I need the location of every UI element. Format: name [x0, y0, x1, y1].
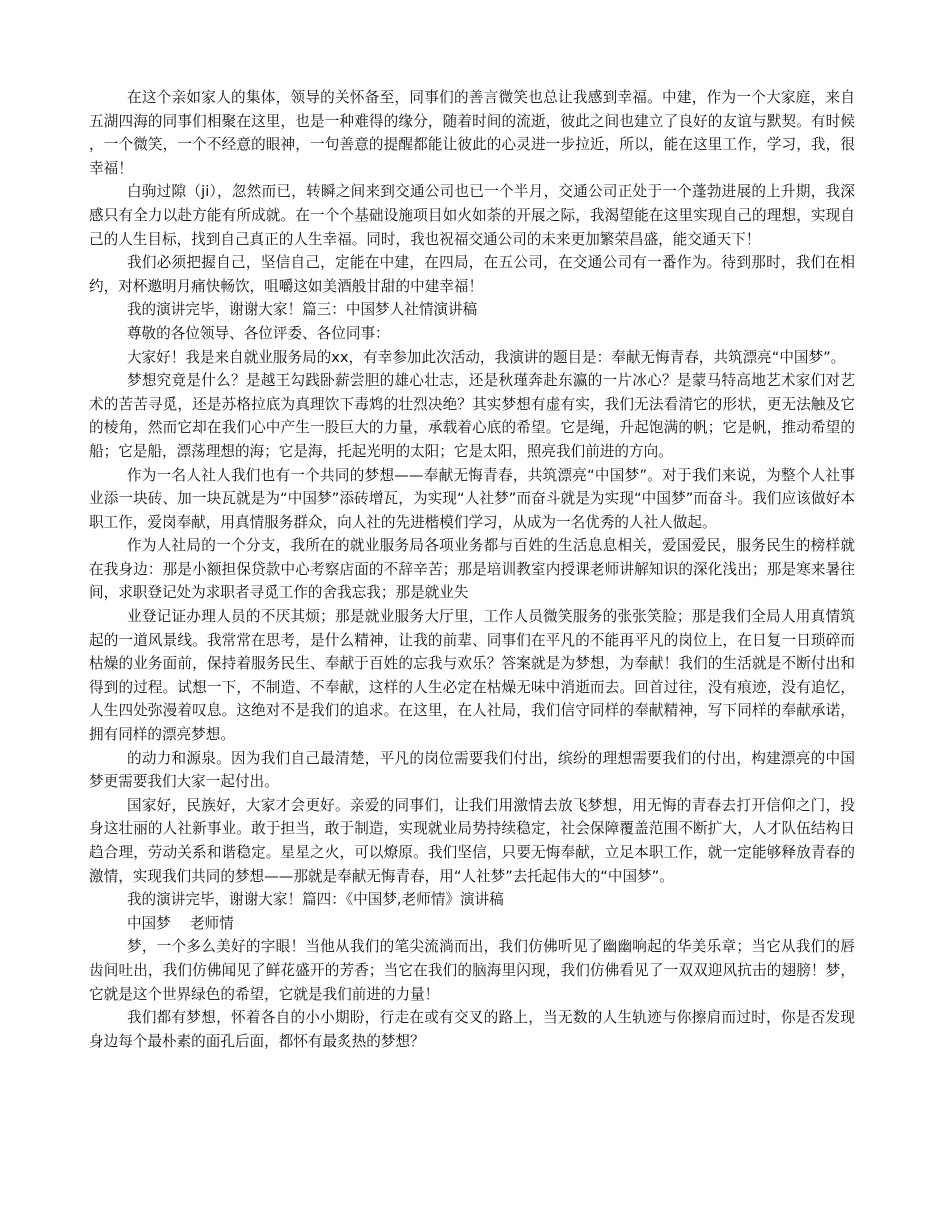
paragraph: 国家好，民族好，大家才会更好。亲爱的同事们，让我们用激情去放飞梦想，用无悔的青春去打开信仰之门，投身这壮丽的人社新事业。敢于担当，敢于制造，实现就业局势持续稳定，社会保障覆盖范围不断扩大，人才队伍结构日趋合理，劳动关系和谐稳定。星星之火，可以燎原。我们坚信，只要无悔奉献，立足本职工作，就一定能够释放青春的激情，实现我们共同的梦想——那就是奉献无悔青春，用“人社梦”去托起伟大的“中国梦”。: [89, 796, 855, 885]
paragraph: 梦想究竟是什么？是越王勾践卧薪尝胆的雄心壮志，还是秋瑾奔赴东瀛的一片冰心？是蒙马特高地艺术家们对艺术的苦苦寻觅，还是苏格拉底为真理饮下毒鸩的壮烈决绝？其实梦想有虚有实，我们无法看清它的形状，更无法触及它的棱角，然而它却在我们心中产生一股巨大的力量，承载着心底的希望。它是绳，升起饱满的帆；它是帆，推动希望的船；它是船，漂荡理想的海；它是海，托起光明的太阳；它是太阳，照亮我们前进的方向。: [89, 372, 855, 460]
paragraph: 作为一名人社人我们也有一个共同的梦想——奉献无悔青春，共筑漂亮“中国梦”。对于我们来说，为整个人社事业添一块砖、加一块瓦就是为“中国梦”添砖增瓦，为实现“人社梦”而奋斗就是为实现“中国梦”而奋斗。我们应该做好本职工作，爱岗奉献，用真情服务群众，向人社的先进楷模们学习，从成为一名优秀的人社人做起。: [89, 466, 855, 531]
paragraph: 我们都有梦想，怀着各自的小小期盼，行走在或有交叉的路上，当无数的人生轨迹与你擦肩而过时，你是否发现身边每个最朴素的面孔后面，都怀有最炙热的梦想？: [89, 1009, 855, 1050]
paragraph: 尊敬的各位领导、各位评委、各位同事：: [126, 324, 390, 342]
document-body: [89, 86, 855, 1053]
paragraph: 的动力和源泉。因为我们自己最清楚，平凡的岗位需要我们付出，缤纷的理想需要我们的付出，构建漂亮的中国梦更需要我们大家一起付出。: [89, 749, 855, 791]
paragraph: 在这个亲如家人的集体，领导的关怀备至，同事们的善言微笑也总让我感到幸福。中建，作为一个大家庭，来自五湖四海的同事们相聚在这里，也是一种难得的缘分，随着时间的流逝，彼此之间也建立了良好的友谊与默契。有时候，一个微笑，一个不经意的眼神，一句善意的提醒都能让彼此的心灵进一步拉近，所以，能在这里工作，学习，我，很幸福！: [89, 89, 855, 177]
paragraph: 作为人社局的一个分支，我所在的就业服务局各项业务都与百姓的生活息息相关，爱国爱民，服务民生的榜样就在我身边：那是小额担保贷款中心考察店面的不辞辛苦；那是培训教室内授课老师讲解知识的深化浅出；那是寒来暑往间，求职登记处为求职者寻觅工作的舍我忘我；那是就业失: [89, 537, 855, 602]
paragraph: 白驹过隙（ji），忽然而已，转瞬之间来到交通公司也已一个半月，交通公司正处于一个蓬勃进展的上升期，我深感只有全力以赴方能有所成就。在一个个基础设施项目如火如荼的开展之际，我渴望能在这里实现自己的理想，实现自己的人生目标，找到自己真正的人生幸福。同时，我也祝福交通公司的未来更加繁荣昌盛，能交通天下！: [89, 183, 855, 248]
paragraph: 业登记证办理人员的不厌其烦；那是就业服务大厅里，工作人员微笑服务的张张笑脸；那是我们全局人用真情筑起的一道风景线。我常常在思考，是什么精神，让我的前辈、同事们在平凡的不能再平凡的岗位上，在日复一日琐碎而枯燥的业务面前，保持着服务民生、奉献于百姓的忘我与欢乐？答案就是为梦想，为奉献！我们的生活就是不断付出和得到的过程。试想一下，不制造、不奉献，这样的人生必定在枯燥无味中消逝而去。回首过往，没有痕迹，没有追忆，人生四处弥漫着叹息。这绝对不是我们的追求。在这里，在人社局，我们信守同样的奉献精神，写下同样的奉献承诺，拥有同样的漂亮梦想。: [89, 608, 855, 744]
paragraph: 梦，一个多么美好的字眼！当他从我们的笔尖流淌而出，我们仿佛听见了幽幽响起的华美乐章；当它从我们的唇齿间吐出，我们仿佛闻见了鲜花盛开的芳香；当它在我们的脑海里闪现，我们仿佛看见了一双双迎风抗击的翅膀！梦，它就是这个世界绿色的希望，它就是我们前进的力量！: [89, 938, 855, 1003]
paragraph: 我们必须把握自己，坚信自己，定能在中建，在四局，在五公司，在交通公司有一番作为。待到那时，我们在相约，对杯邀明月痛快畅饮，咀嚼这如美酒般甘甜的中建幸福！: [89, 254, 855, 295]
paragraph: 大家好！我是来自就业服务局的xx，有幸参加此次活动，我演讲的题目是：奉献无悔青春，共筑漂亮“中国梦”。: [126, 348, 846, 366]
paragraph: 我的演讲完毕，谢谢大家！篇四：《中国梦,老师情》演讲稿: [126, 891, 504, 909]
paragraph: 我的演讲完毕，谢谢大家！篇三：中国梦人社情演讲稿: [126, 301, 478, 319]
paragraph: 中国梦 老师情: [126, 914, 234, 932]
